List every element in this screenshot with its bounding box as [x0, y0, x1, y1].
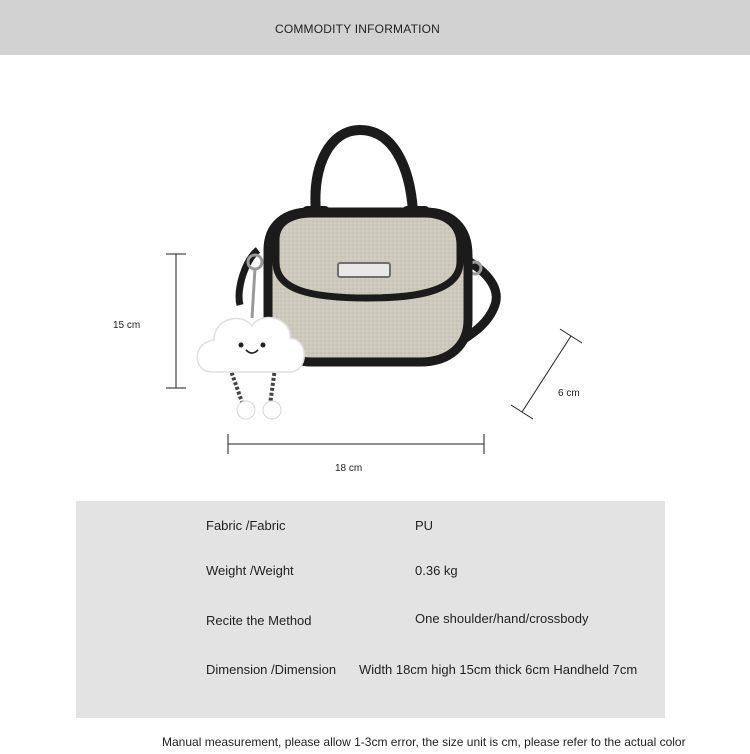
handle	[315, 130, 413, 212]
spec-label-fabric: Fabric /Fabric	[206, 518, 286, 533]
spec-label-dimension: Dimension /Dimension	[206, 662, 337, 677]
height-label: 15 cm	[113, 320, 141, 331]
spec-label-weight: Weight /Weight	[206, 563, 294, 578]
spec-value-dimension: Width 18cm high 15cm thick 6cm Handheld 7cm	[359, 662, 638, 677]
spec-value-method: One shoulder/hand/crossbody	[415, 611, 589, 626]
header-title: COMMODITY INFORMATION	[274, 22, 441, 36]
spec-value-fabric: PU	[415, 518, 434, 533]
footnote: Manual measurement, please allow 1-3cm error, the size unit is cm, please refer to the actual color	[162, 735, 686, 749]
product-illustration	[0, 55, 750, 500]
depth-dimension-line	[511, 329, 582, 419]
handbag-image	[0, 55, 750, 500]
clasp	[338, 263, 390, 277]
bag-flap	[276, 214, 460, 298]
width-label: 18 cm	[335, 463, 363, 474]
spec-value-weight: 0.36 kg	[415, 563, 458, 578]
spec-label-method: Recite the Method	[206, 613, 312, 628]
depth-label: 6 cm	[558, 388, 580, 399]
specs-table	[76, 501, 665, 718]
header-bar	[0, 0, 750, 55]
height-dimension-line	[166, 254, 186, 388]
width-dimension-line	[228, 434, 484, 454]
